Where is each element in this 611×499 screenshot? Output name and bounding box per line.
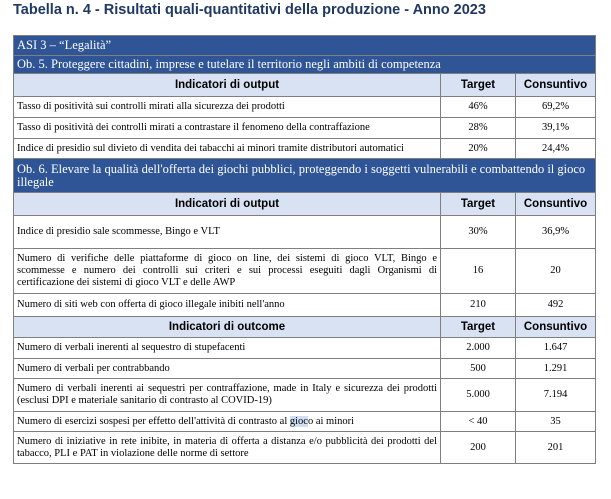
table-row: [14, 412, 596, 432]
actual-cell: 20: [516, 249, 596, 294]
indicator-cell: Tasso di positività dei controlli mirati a contrastare il fenomeno della contraffazione: [14, 118, 441, 139]
actual-cell: 36,9%: [516, 216, 596, 249]
column-header-target: Target: [441, 74, 516, 97]
table-row: [14, 139, 596, 159]
indicator-cell: [14, 412, 441, 432]
highlighted-text: gioc: [289, 415, 308, 427]
table-caption: Tabella n. 4 - Risultati quali-quantitativi della produzione - Anno 2023: [13, 2, 486, 18]
table-row: [14, 432, 596, 464]
actual-cell: 7.194: [516, 379, 596, 412]
table-row: [14, 379, 596, 412]
target-cell: 20%: [441, 139, 516, 159]
actual-cell: 1.291: [516, 359, 596, 379]
indicator-cell: Numero di verbali inerenti ai sequestri per contraffazione, made in Italy e sicurezza dei prodotti (esclusi DPI e materiale sanitario di contrasto al COVID-19): [14, 379, 441, 412]
target-cell: 46%: [441, 97, 516, 118]
indicator-cell: Indice di presidio sale scommesse, Bingo e VLT: [14, 216, 441, 249]
table-row: [14, 359, 596, 379]
indicator-cell: Numero di iniziative in rete inibite, in materia di offerta a distanza e/o pubblicità dei prodotti del tabacco, PLI e PAT in violazione delle norme di settore: [14, 432, 441, 464]
column-header-actual: Consuntivo: [516, 74, 596, 97]
target-cell: 16: [441, 249, 516, 294]
indicator-cell: Indice di presidio sul divieto di vendita dei tabacchi ai minori tramite distributori automatici: [14, 139, 441, 159]
actual-cell: 492: [516, 294, 596, 317]
target-cell: 500: [441, 359, 516, 379]
actual-cell: 1.647: [516, 338, 596, 359]
table-row: [14, 249, 596, 294]
column-header-indicator: Indicatori di outcome: [14, 317, 441, 338]
actual-cell: 39,1%: [516, 118, 596, 139]
actual-cell: 201: [516, 432, 596, 464]
target-cell: 5.000: [441, 379, 516, 412]
actual-cell: 35: [516, 412, 596, 432]
column-header-indicator: Indicatori di output: [14, 74, 441, 97]
asi-title: ASI 3 – “Legalità”: [14, 36, 596, 56]
indicator-text: Numero di esercizi sospesi per effetto dell'attività di contrasto al: [17, 415, 290, 427]
indicator-cell: Tasso di positività sui controlli mirati alla sicurezza dei prodotti: [14, 97, 441, 118]
target-cell: 210: [441, 294, 516, 317]
target-cell: 200: [441, 432, 516, 464]
indicator-cell: Numero di verbali inerenti al sequestro di stupefacenti: [14, 338, 441, 359]
table-row: [14, 97, 596, 118]
objective-6-title: Ob. 6. Elevare la qualità dell'offerta dei giochi pubblici, proteggendo i soggetti vulnerabili e combattendo il gioco illegale: [14, 159, 596, 193]
actual-cell: 24,4%: [516, 139, 596, 159]
table-row: [14, 216, 596, 249]
indicator-cell: Numero di verbali per contrabbando: [14, 359, 441, 379]
target-cell: 28%: [441, 118, 516, 139]
results-table: [13, 35, 596, 464]
actual-cell: 69,2%: [516, 97, 596, 118]
target-cell: 30%: [441, 216, 516, 249]
column-header-indicator: Indicatori di output: [14, 193, 441, 216]
target-cell: < 40: [441, 412, 516, 432]
column-header-actual: Consuntivo: [516, 193, 596, 216]
column-header-target: Target: [441, 317, 516, 338]
indicator-cell: Numero di verifiche delle piattaforme di gioco on line, dei sistemi di gioco VLT, Bingo e scommesse e numero dei controlli sui criteri e sui processi eseguiti dagli Organismi di certificazione dei sistemi di gioco VLT e delle AWP: [14, 249, 441, 294]
indicator-text: o ai minori: [307, 415, 355, 427]
column-header-target: Target: [441, 193, 516, 216]
table-row: [14, 338, 596, 359]
column-header-actual: Consuntivo: [516, 317, 596, 338]
objective-5-title: Ob. 5. Proteggere cittadini, imprese e tutelare il territorio negli ambiti di competenza: [14, 56, 596, 74]
target-cell: 2.000: [441, 338, 516, 359]
indicator-cell: Numero di siti web con offerta di gioco illegale inibiti nell'anno: [14, 294, 441, 317]
table-row: [14, 118, 596, 139]
table-row: [14, 294, 596, 317]
